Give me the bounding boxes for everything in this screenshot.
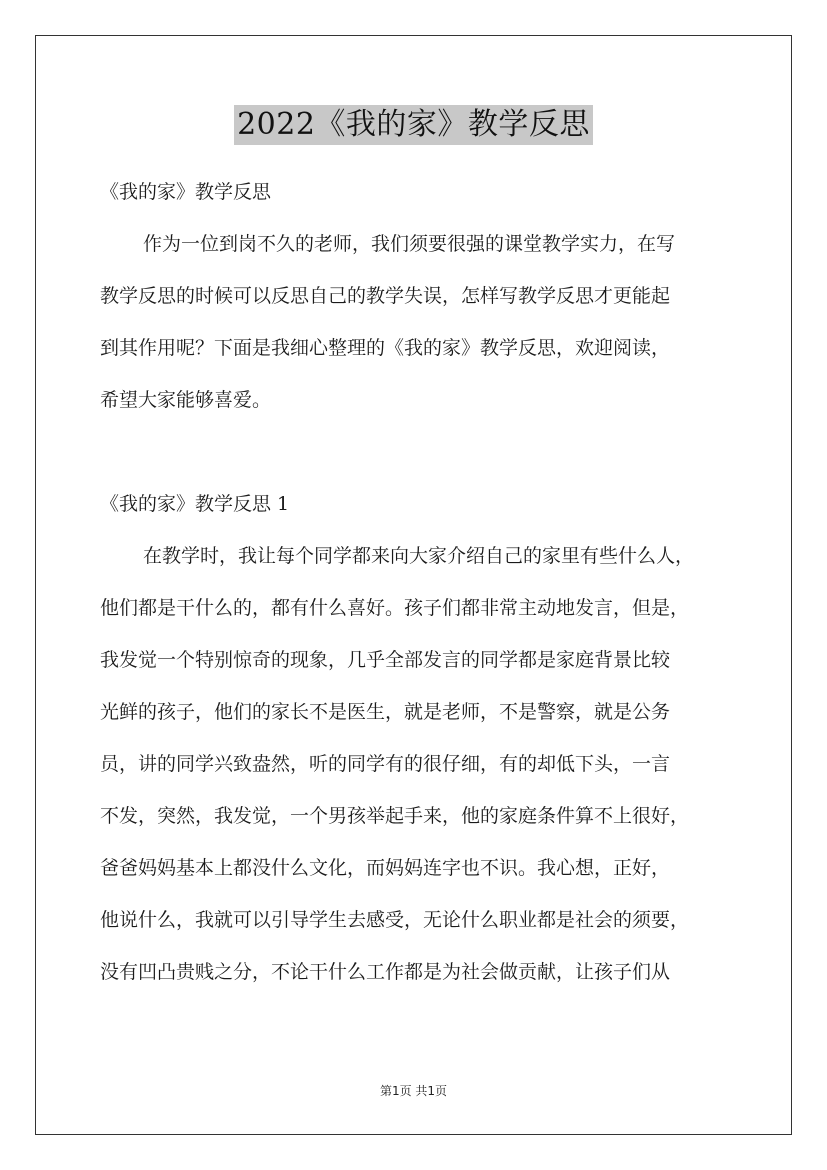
section-line-9: 没有凹凸贵贱之分，不论干什么工作都是为社会做贡献，让孩子们从 <box>100 961 671 983</box>
intro-line-1: 作为一位到岗不久的老师，我们须要很强的课堂教学实力，在写 <box>143 233 676 255</box>
section-line-8: 他说什么，我就可以引导学生去感受，无论什么职业都是社会的须要， <box>100 909 690 931</box>
section-line-3: 我发觉一个特别惊奇的现象，几乎全部发言的同学都是家庭背景比较 <box>100 649 671 671</box>
section-line-5: 员，讲的同学兴致盎然，听的同学有的很仔细，有的却低下头，一言 <box>100 753 671 775</box>
paragraph-spacer <box>100 426 740 478</box>
intro-line-3: 到其作用呢？下面是我细心整理的《我的家》教学反思，欢迎阅读， <box>100 337 671 359</box>
section-line-1: 在教学时，我让每个同学都来向大家介绍自己的家里有些什么人， <box>143 545 695 567</box>
page-footer <box>0 1082 827 1099</box>
document-title-text: 2022《我的家》教学反思 <box>234 105 593 145</box>
document-title <box>0 104 827 145</box>
subheading: 《我的家》教学反思 <box>100 181 272 203</box>
section-line-6: 不发，突然，我发觉，一个男孩举起手来，他的家庭条件算不上很好， <box>100 805 690 827</box>
intro-line-2: 教学反思的时候可以反思自己的教学失误，怎样写教学反思才更能起 <box>100 285 671 307</box>
section-line-2: 他们都是干什么的，都有什么喜好。孩子们都非常主动地发言，但是， <box>100 597 690 619</box>
section-line-7: 爸爸妈妈基本上都没什么文化，而妈妈连字也不识。我心想，正好， <box>100 857 671 879</box>
document-body <box>100 166 740 998</box>
intro-line-4: 希望大家能够喜爱。 <box>100 389 272 411</box>
section-line-4: 光鲜的孩子，他们的家长不是医生，就是老师，不是警察，就是公务 <box>100 701 671 723</box>
section-heading: 《我的家》教学反思 1 <box>100 493 290 515</box>
page-number: 第1页 共1页 <box>379 1084 448 1098</box>
